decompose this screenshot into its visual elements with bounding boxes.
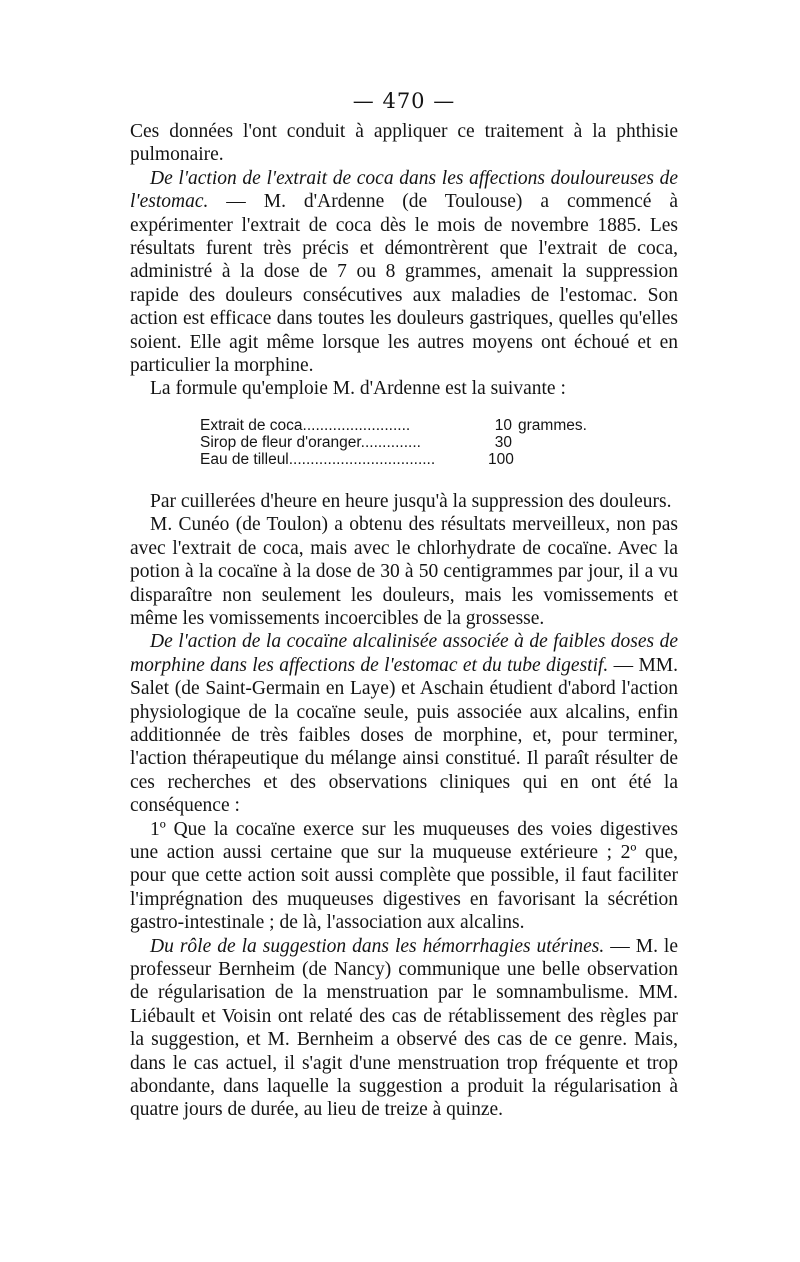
paragraph-6 [130, 630, 678, 817]
section-title-coca-extract: De l'action de l'extrait de coca dans les affections douloureuses de l'estomac. [130, 167, 678, 213]
paragraph-5: M. Cunéo (de Toulon) a obtenu des résultats merveilleux, non pas avec l'extrait de coca, mais avec le chlorhydrate de cocaïne. Avec la potion à la cocaïne à la dose de 30 à 50 centigrammes par jour, il a vu disparaître non seulement les douleurs, mais les vomissements et même les vomissements incoercibles de la grossesse. [130, 514, 678, 629]
formula-quantity: 100 [488, 450, 514, 468]
paragraph-4: Par cuillerées d'heure en heure jusqu'à la suppression des douleurs. [150, 490, 672, 512]
section-title-suggestion: Du rôle de la suggestion dans les hémorrhagies utérines. [150, 935, 605, 957]
formula-unit: grammes. [518, 416, 587, 434]
paragraph-1: Ces données l'ont conduit à appliquer ce traitement à la phthisie pulmonaire. [130, 121, 678, 166]
formula-ingredient: Extrait de coca......................... [200, 416, 411, 434]
formula-quantity: 10 [494, 416, 512, 434]
paragraph-8-body: — M. le professeur Bernheim (de Nancy) communique une belle observation de régularisation de la menstruation par le somnambulisme. MM. Liébault et Voisin ont relaté des cas de rétablissement des règles par la suggestion, et M. Bernheim a observé des cas de ce genre. Mais, dans le cas actuel, il s'agit d'une menstruation trop fréquente et trop abondante, dans laquelle la suggestion a produit la régularisation à quatre jours de durée, au lieu de treize à quinze. [130, 935, 678, 1121]
paragraph-6-body: — MM. Salet (de Saint-Germain en Laye) et Aschain étudient d'abord l'action physiologique de la cocaïne seule, puis associée aux alcalins, enfin additionnée de très faibles doses de morphine, et, pour terminer, l'action thérapeutique du mélange ainsi constitué. Il paraît résulter de ces recherches et des observations cliniques qui en ont été la conséquence : [130, 654, 678, 817]
page-number: — 470 — [352, 89, 456, 113]
formula-ingredient: Sirop de fleur d'oranger.............. [200, 433, 421, 451]
paragraph-7: 1º Que la cocaïne exerce sur les muqueuses des voies digestives une action aussi certaine que sur la muqueuse extérieure ; 2º que, pour que cette action soit aussi complète que possible, il faut faciliter l'imprégnation des muqueuses digestives en favorisant la sécrétion gastro-intestinale ; de là, l'association aux alcalins. [130, 818, 678, 934]
paragraph-3: La formule qu'emploie M. d'Ardenne est la suivante : [150, 378, 566, 400]
paragraph-8 [130, 935, 678, 1122]
section-title-cocaine-morphine: De l'action de la cocaïne alcalinisée associée à de faibles doses de morphine dans les affections de l'estomac et du tube digestif. [130, 631, 678, 676]
paragraph-2-body: — M. d'Ardenne (de Toulouse) a commencé à expérimenter l'extrait de coca dès le mois de novembre 1885. Les résultats furent très précis et démontrèrent que l'extrait de coca, administré à la dose de 7 ou 8 grammes, amenait la suppression rapide des douleurs consécutives aux maladies de l'estomac. Son action est efficace dans toutes les douleurs gastriques, quelles qu'elles soient. Elle agit même lorsque les autres moyens ont échoué et en particulier la morphine. [130, 191, 678, 377]
formula-quantity: 30 [494, 433, 512, 451]
formula-row [200, 434, 678, 451]
formula-row [200, 451, 678, 468]
formula-table [200, 417, 678, 468]
formula-row [200, 417, 678, 434]
paragraph-2 [130, 167, 678, 378]
book-page [130, 86, 678, 1122]
formula-ingredient: Eau de tilleul.................................. [200, 450, 436, 468]
